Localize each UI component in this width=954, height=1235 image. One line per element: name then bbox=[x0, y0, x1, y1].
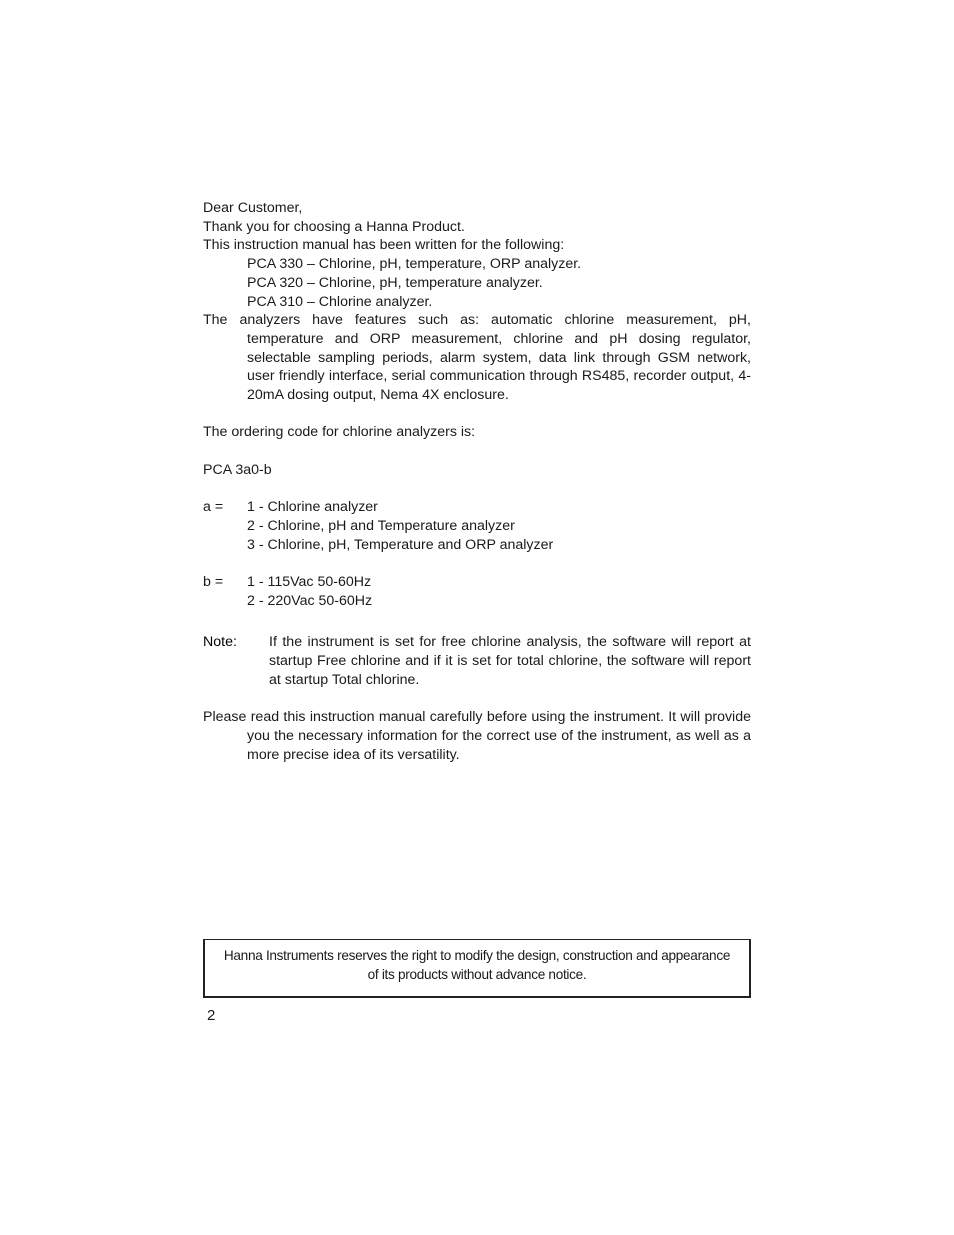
model-item: PCA 310 – Chlorine analyzer. bbox=[247, 293, 433, 310]
notice-box bbox=[203, 939, 751, 998]
code-a-block bbox=[203, 498, 751, 554]
code-b-option: 1 - 115Vac 50-60Hz bbox=[247, 574, 372, 590]
note-text: If the instrument is set for free chlorine analysis, the software will report at startup Free chlorine and if it is set for total chlorine, the software will report at startup Total chlorine. bbox=[269, 634, 751, 688]
code-b-block bbox=[203, 573, 751, 610]
code-b-key: b = bbox=[203, 574, 224, 590]
manual-intro: This instruction manual has been written for the following: bbox=[203, 237, 565, 254]
read-carefully-paragraph: Please read this instruction manual carefully before using the instrument. It will provide you the necessary information for the correct use of the instrument, as well as a more precise idea of its versatility. bbox=[203, 709, 751, 763]
note-block bbox=[203, 633, 751, 689]
model-item: PCA 320 – Chlorine, pH, temperature analyzer. bbox=[247, 274, 543, 291]
page-number: 2 bbox=[207, 1007, 216, 1024]
ordering-intro: The ordering code for chlorine analyzers is: bbox=[203, 424, 476, 441]
model-item: PCA 330 – Chlorine, pH, temperature, ORP analyzer. bbox=[247, 256, 582, 273]
note-label: Note: bbox=[203, 634, 237, 651]
greeting: Dear Customer, bbox=[203, 200, 303, 216]
notice-line: Hanna Instruments reserves the right to modify the design, construction and appearance bbox=[223, 948, 731, 963]
model-list bbox=[203, 255, 751, 311]
thanks-line: Thank you for choosing a Hanna Product. bbox=[203, 218, 465, 235]
code-b-option: 2 - 220Vac 50-60Hz bbox=[247, 592, 373, 609]
features-paragraph: The analyzers have features such as: automatic chlorine measurement, pH, temperature and ORP measurement, chlorine and pH dosing regulator, selectable sampling periods, alarm system, data link through GSM network, user friendly interface, serial communication through RS485, recorder output, 4-20mA dosing output, Nema 4X enclosure. bbox=[203, 312, 751, 404]
code-a-key: a = bbox=[203, 499, 224, 516]
code-a-option: 3 - Chlorine, pH, Temperature and ORP analyzer bbox=[247, 536, 554, 553]
notice-line: of its products without advance notice. bbox=[367, 967, 587, 982]
manual-body bbox=[203, 199, 751, 764]
code-a-option: 1 - Chlorine analyzer bbox=[247, 499, 378, 516]
ordering-code: PCA 3a0-b bbox=[203, 461, 272, 478]
code-a-option: 2 - Chlorine, pH and Temperature analyzer bbox=[247, 517, 515, 534]
